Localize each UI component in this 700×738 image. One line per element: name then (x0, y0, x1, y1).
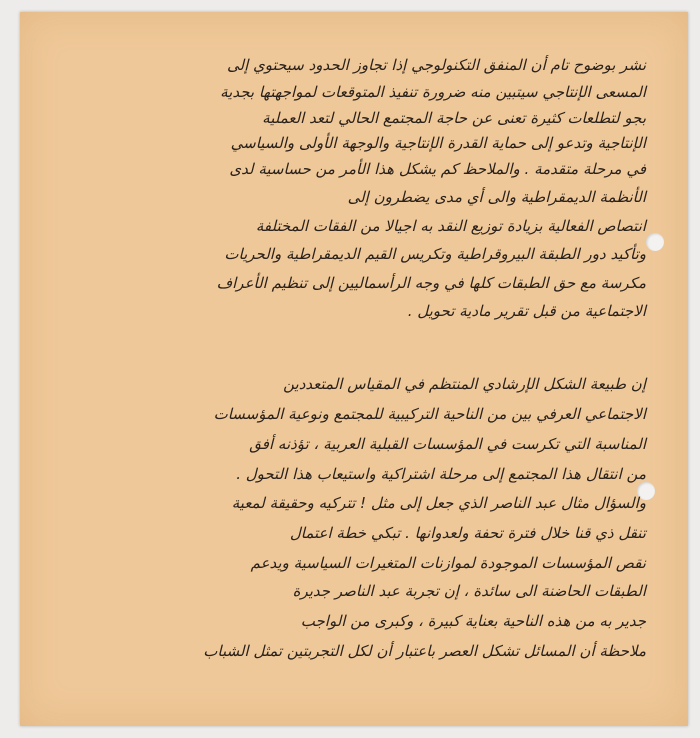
text-line: مكرسة مع حق الطبقات كلها في وجه الرأسماليين إلى تنظيم الأعراف (216, 274, 646, 292)
text-line: جدير به من هذه الناحية بعناية كبيرة ، وكبرى من الواجب (300, 612, 646, 630)
text-line: بجو لتطلعات كثيرة تعنى عن حاجة المجتمع الحالي لتعد العملية (262, 109, 646, 127)
text-line: ملاحظة أن المسائل تشكل العصر باعتبار أن لكل التجربتين تمثل الشباب (203, 642, 646, 660)
text-line: وتأكيد دور الطبقة البيروقراطية وتكريس القيم الديمقراطية والحريات (224, 245, 646, 263)
text-line: نشر بوضوح تام أن المنفق التكنولوجي إذا تجاوز الحدود سيحتوي إلى (227, 56, 646, 74)
letter-page (20, 12, 688, 726)
text-line: الاجتماعية من قبل تقرير مادية تحويل . (407, 302, 646, 320)
punch-hole (646, 233, 664, 251)
text-line: نقص المؤسسات الموجودة لموازنات المتغيرات السياسية ويدعم (250, 554, 646, 572)
text-line: والسؤال مثال عبد الناصر الذي جعل إلى مثل ! تتركيه وحقيقة لمعية (231, 494, 646, 512)
text-line: إن طبيعة الشكل الإرشادي المنتظم في المقياس المتعددين (283, 375, 646, 393)
text-line: الإنتاجية وتدعو إلى حماية القدرة الإنتاجية والوجهة الأولى والسياسي (230, 134, 646, 152)
text-line: المسعى الإنتاجي سيتبين منه ضرورة تنفيذ المتوقعات لمواجهتها بجدية (220, 83, 646, 101)
text-line: انتصاص الفعالية بزيادة توزيع النقد به اجيالا من الفقات المختلفة (255, 217, 646, 235)
text-line: تنقل ذي قنا خلال فترة تحفة ولعدوانها . تبكي خطة اعتمال (289, 524, 646, 542)
text-line: في مرحلة متقدمة . والملاحظ كم يشكل هذا الأمر من حساسية لدى (229, 160, 646, 178)
text-line: الطبقات الحاضنة الى سائدة ، إن تجربة عبد الناصر جديرة (292, 582, 646, 600)
text-line: من انتقال هذا المجتمع إلى مرحلة اشتراكية واستيعاب هذا التحول . (236, 465, 646, 483)
text-line: الأنظمة الديمقراطية والى أي مدى يضطرون إلى (347, 188, 646, 206)
text-line: المناسبة التي تكرست في المؤسسات القبلية العربية ، تؤذنه أفق (249, 435, 646, 453)
text-line: الاجتماعي العرفي بين من الناحية التركيبية للمجتمع ونوعية المؤسسات (213, 405, 646, 423)
